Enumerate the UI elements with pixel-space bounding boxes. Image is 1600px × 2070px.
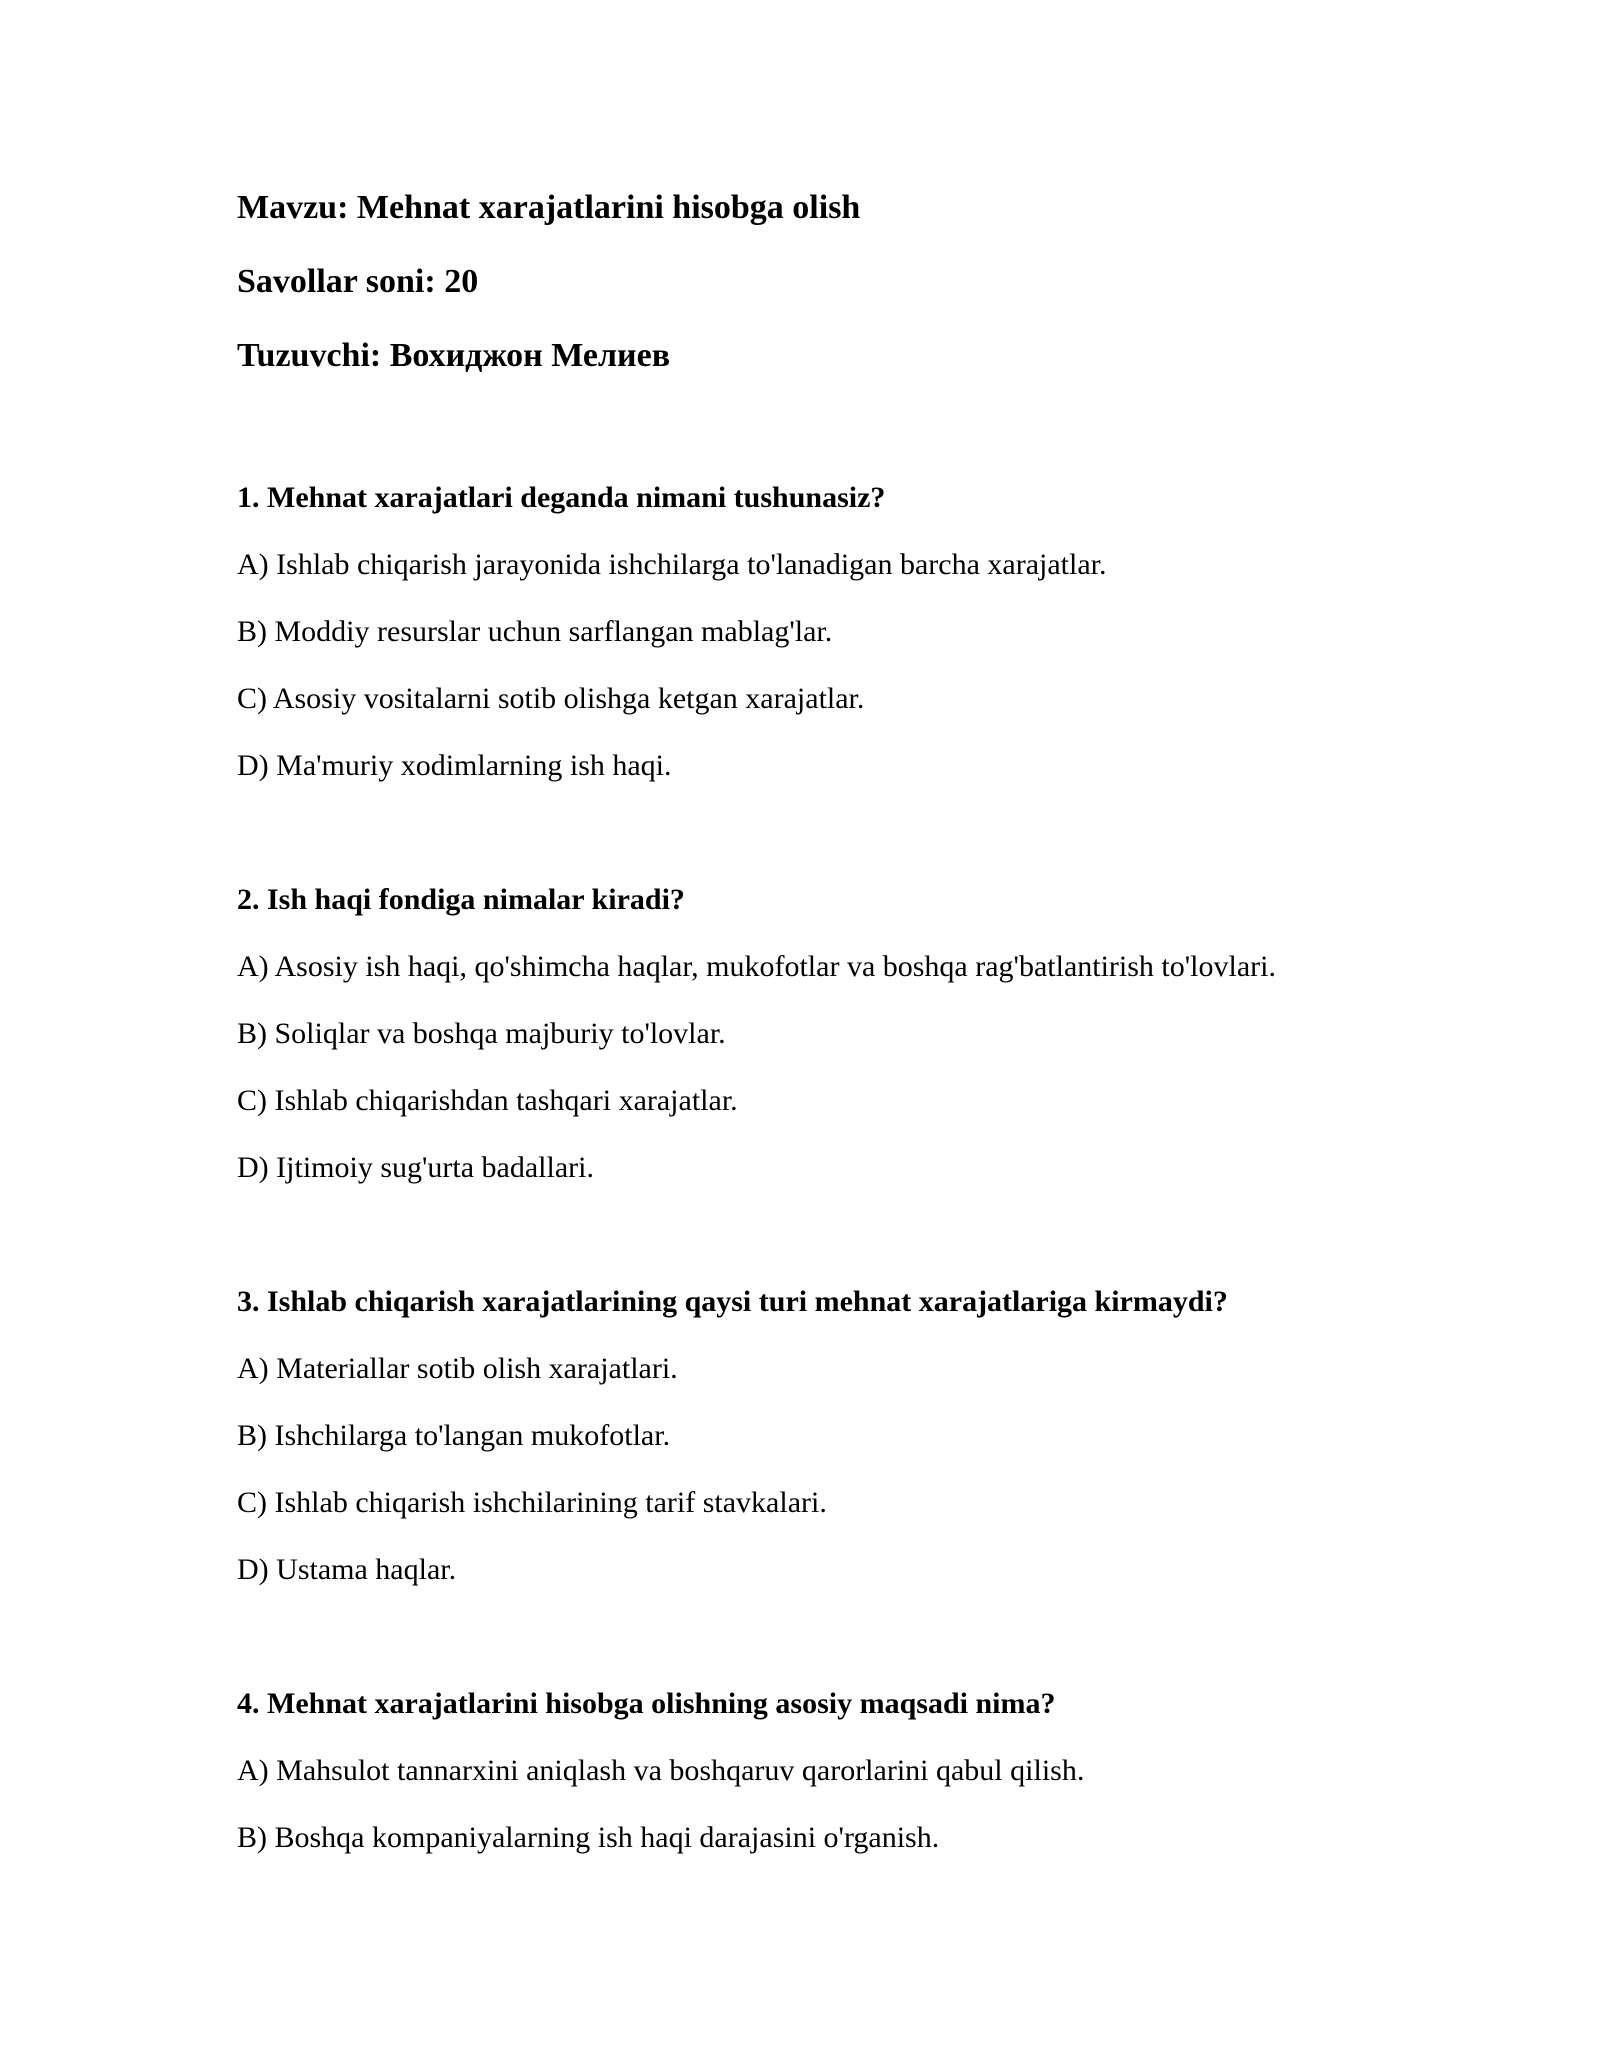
topic-heading: Mavzu: Mehnat xarajatlarini hisobga olish [237,189,861,226]
answer-option: B) Ishchilarga to'langan mukofotlar. [237,1419,671,1452]
answer-option: B) Moddiy resurslar uchun sarflangan mablag'lar. [237,615,833,648]
author-line: Tuzuvchi: Вохиджон Мелиев [237,337,671,374]
question-count: Savollar soni: 20 [237,263,479,300]
answer-option: A) Ishlab chiqarish jarayonida ishchilarga to'lanadigan barcha xarajatlar. [237,548,1107,581]
answer-option: C) Ishlab chiqarishdan tashqari xarajatlar. [237,1084,738,1117]
answer-option: D) Ustama haqlar. [237,1553,457,1586]
question-title: 1. Mehnat xarajatlari deganda nimani tushunasiz? [237,481,886,514]
question-title: 3. Ishlab chiqarish xarajatlarining qaysi turi mehnat xarajatlariga kirmaydi? [237,1285,1228,1318]
answer-option: A) Mahsulot tannarxini aniqlash va boshqaruv qarorlarini qabul qilish. [237,1754,1085,1787]
answer-option: B) Soliqlar va boshqa majburiy to'lovlar. [237,1017,726,1050]
answer-option: A) Asosiy ish haqi, qo'shimcha haqlar, mukofotlar va boshqa rag'batlantirish to'lovlari. [237,950,1276,983]
answer-option: C) Asosiy vositalarni sotib olishga ketgan xarajatlar. [237,682,865,715]
question-title: 4. Mehnat xarajatlarini hisobga olishning asosiy maqsadi nima? [237,1687,1056,1720]
answer-option: B) Boshqa kompaniyalarning ish haqi darajasini o'rganish. [237,1821,940,1854]
answer-option: A) Materiallar sotib olish xarajatlari. [237,1352,678,1385]
answer-option: D) Ijtimoiy sug'urta badallari. [237,1151,594,1184]
question-title: 2. Ish haqi fondiga nimalar kiradi? [237,883,685,916]
answer-option: D) Ma'muriy xodimlarning ish haqi. [237,749,672,782]
answer-option: C) Ishlab chiqarish ishchilarining tarif stavkalari. [237,1486,827,1519]
